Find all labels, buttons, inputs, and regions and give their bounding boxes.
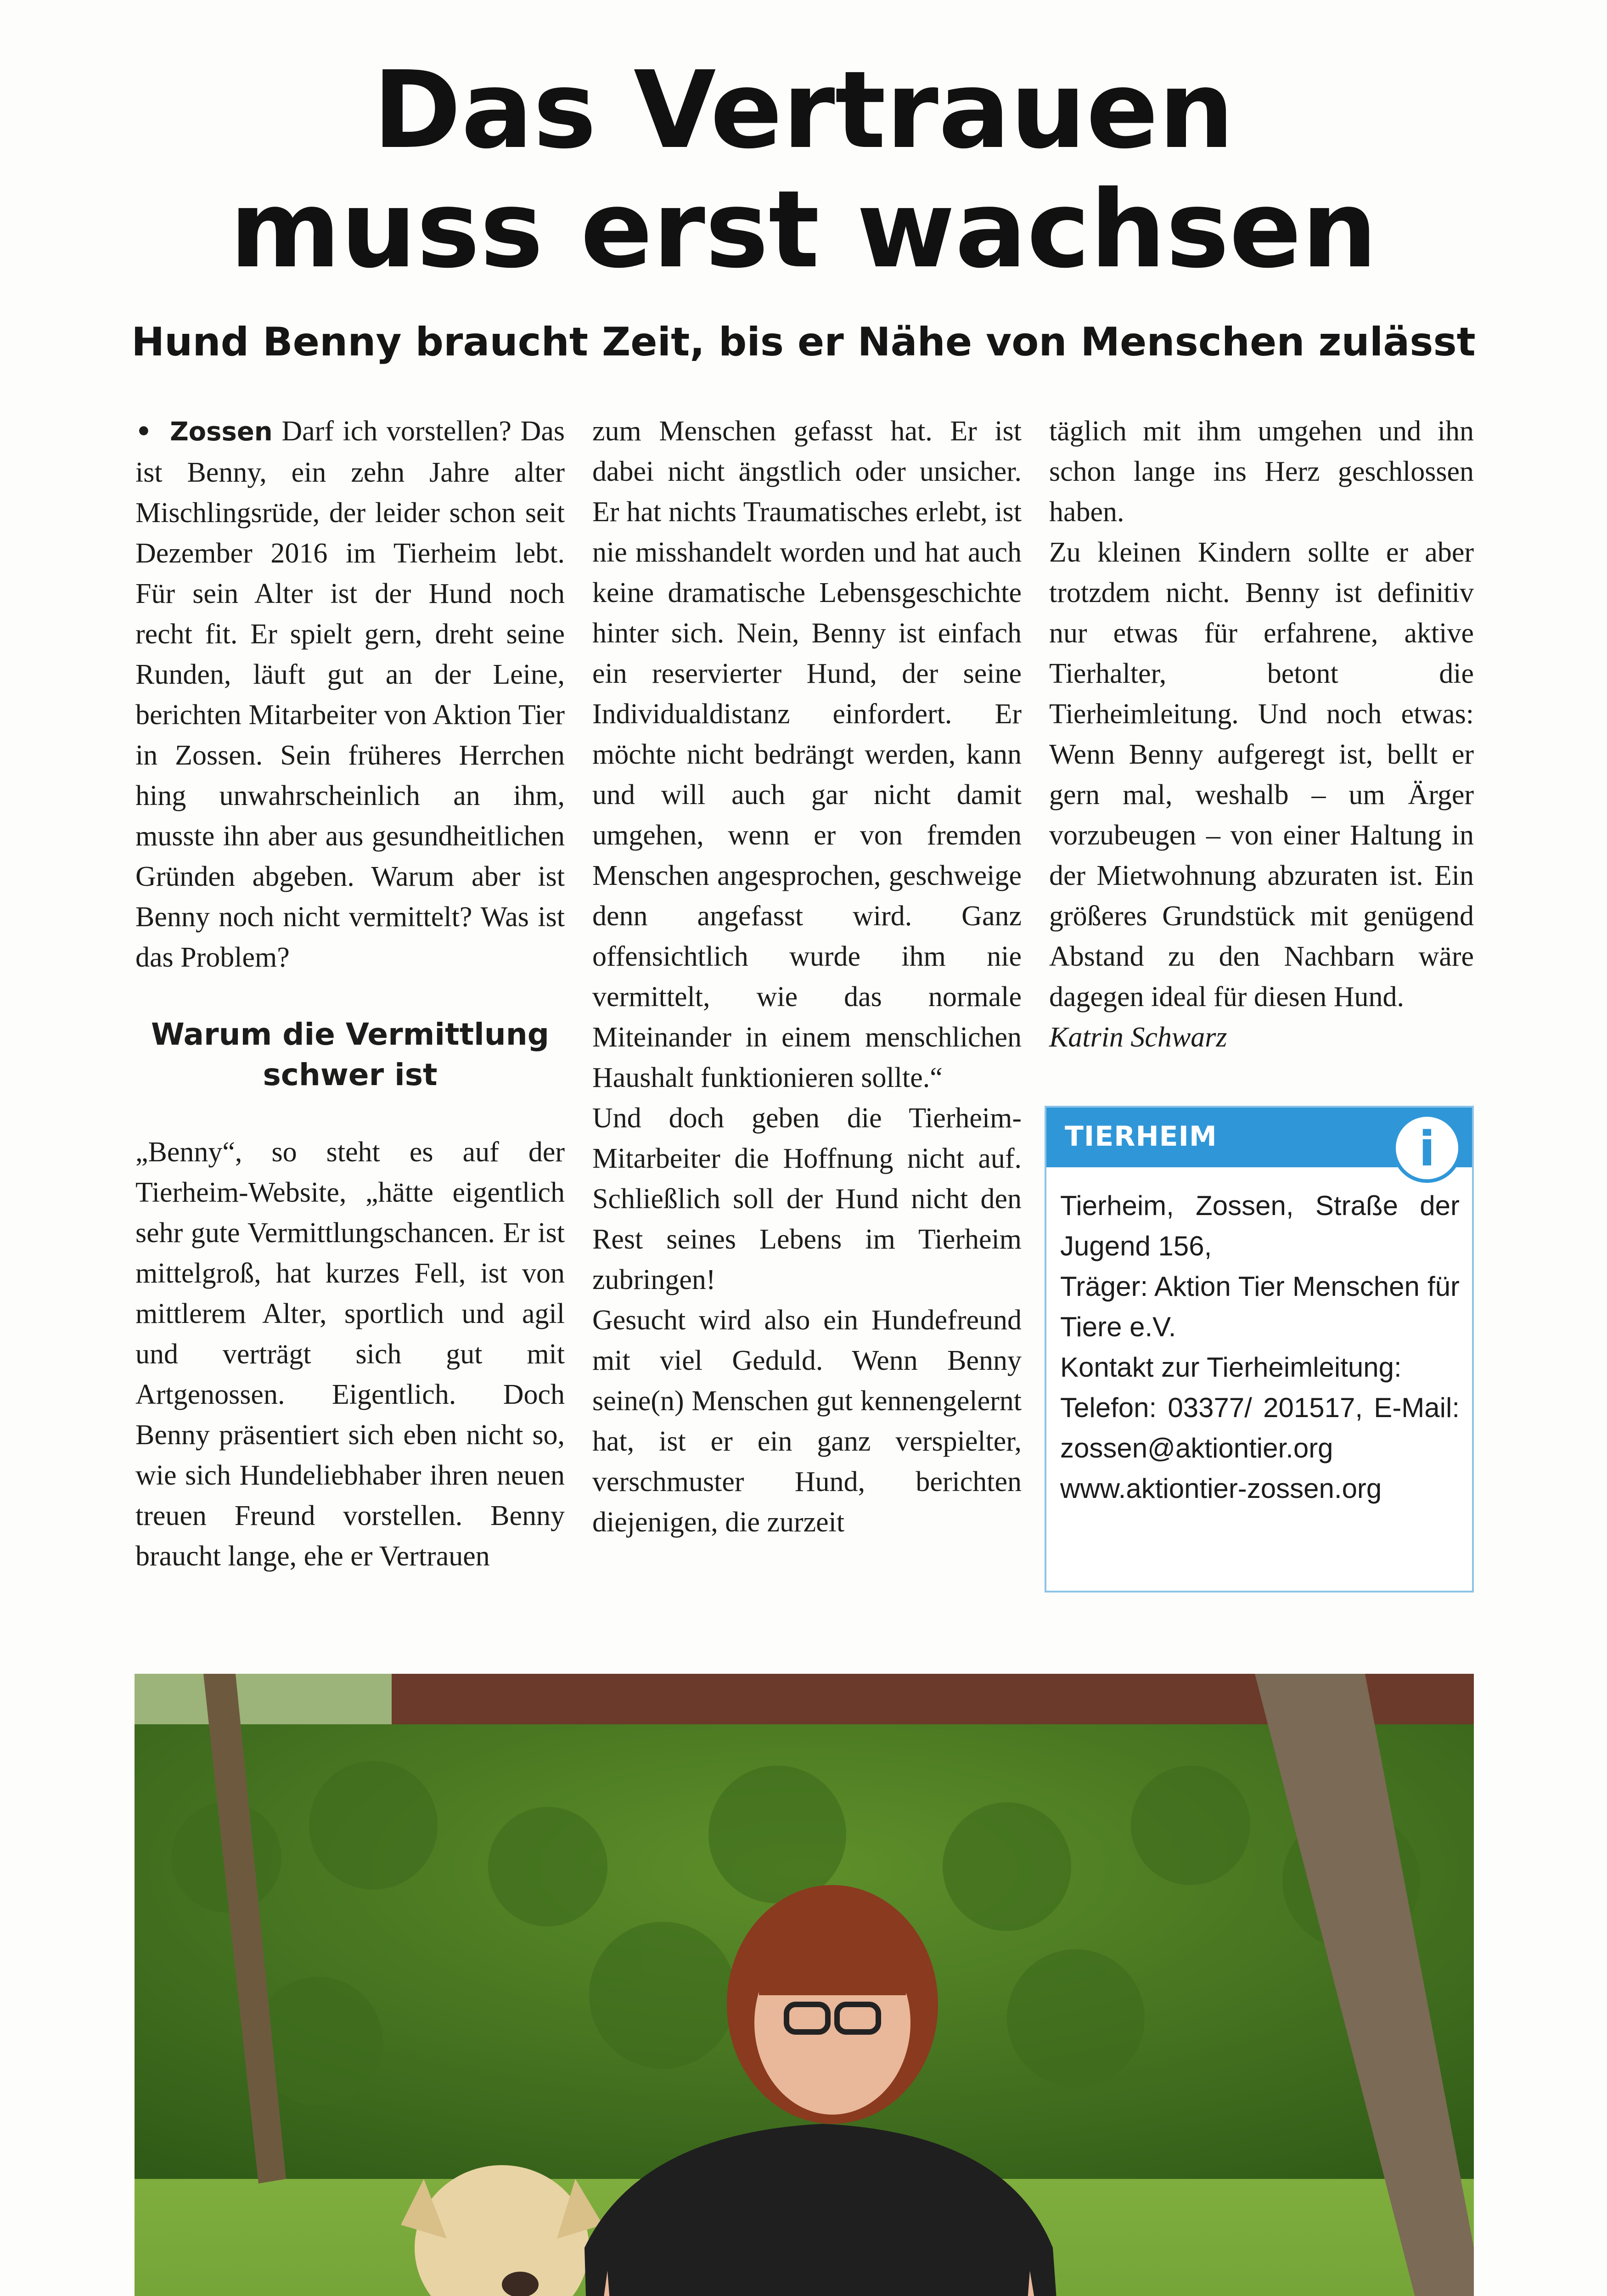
article-paragraph-4-part-2: täglich mit ihm umgehen und ihn schon lange ins Herz geschlossen haben. xyxy=(1049,416,1474,528)
tierheim-info-box xyxy=(1045,1106,1474,1593)
headline xyxy=(0,48,1607,292)
dateline-bullet: • xyxy=(135,417,152,447)
article-paragraph-1 xyxy=(135,411,565,978)
info-icon xyxy=(1390,1111,1464,1185)
article-paragraph-3: Und doch geben die Tierheim-Mitarbeiter die Hoffnung nicht auf. Schließlich soll der Hund nicht den Rest seines Lebens im Tierheim zubringen! xyxy=(592,1103,1022,1295)
article-paragraph-2-part-1: „Benny“, so steht es auf der Tierheim-Website, „hätte eigentlich sehr gute Vermittlungschancen. Er ist mittelgroß, hat kurzes Fell, ist von mittlerem Alter, sportlich und agil und verträgt sich gut mit Artgenossen. Eigentlich. Doch Benny präsentiert sich eben nicht so, wie sich Hundeliebhaber ihren neuen treuen Freund vorstellen. Benny braucht lange, ehe er Vertrauen xyxy=(135,1137,565,1572)
article-author: Katrin Schwarz xyxy=(1049,1022,1227,1053)
article-photo xyxy=(135,1674,1474,2296)
info-box-operator: Träger: Aktion Tier Menschen für Tiere e.V. xyxy=(1060,1271,1460,1342)
info-box-website: www.aktiontier-zossen.org xyxy=(1060,1473,1382,1504)
info-box-address: Tierheim, Zossen, Straße der Jugend 156, xyxy=(1060,1190,1460,1261)
info-box-title: TIERHEIM xyxy=(1065,1120,1217,1153)
subheadline: Hund Benny braucht Zeit, bis er Nähe von Menschen zulässt xyxy=(131,319,1476,365)
article-paragraph-5: Zu kleinen Kindern sollte er aber trotzdem nicht. Benny ist definitiv nur etwas für erfahrene, aktive Tierhalter, betont die Tierheimleitung. Und noch etwas: Wenn Benny aufgeregt ist, bellt er gern mal, weshalb – um Ärger vorzubeugen – von einer Haltung in der Mietwohnung abzuraten ist. Ein größeres Grundstück mit genügend Abstand zu den Nachbarn wäre dagegen ideal für diesen Hund. xyxy=(1049,537,1474,1013)
info-box-body xyxy=(1060,1186,1460,1509)
article-column-3 xyxy=(1049,411,1474,1058)
article-column-1 xyxy=(135,411,565,1576)
info-box-contact-label: Kontakt zur Tierheimleitung: xyxy=(1060,1352,1402,1383)
info-icon-glyph: i xyxy=(1419,1121,1435,1177)
article-paragraph-4-part-1: Gesucht wird also ein Hundefreund mit viel Geduld. Wenn Benny seine(n) Menschen gut kennengelernt hat, ist er ein ganz verspielter, verschmuster Hund, berichten diejenigen, die zurzeit xyxy=(592,1305,1022,1538)
article-paragraph-1-text: Darf ich vorstellen? Das ist Benny, ein zehn Jahre alter Mischlingsrüde, der leider schon seit Dezember 2016 im Tierheim lebt. Für sein Alter ist der Hund noch recht fit. Er spielt gern, dreht seine Runden, läuft gut an der Leine, berichten Mitarbeiter von Aktion Tier in Zossen. Sein früheres Herrchen hing unwahrscheinlich an ihm, musste ihn aber aus gesundheitlichen Gründen abgeben. Warum aber ist Benny noch nicht vermittelt? Was ist das Problem? xyxy=(135,416,565,973)
photo-illustration xyxy=(135,1674,1474,2296)
headline-line-2: muss erst wachsen xyxy=(230,168,1377,292)
article-paragraph-2-part-2: zum Menschen gefasst hat. Er ist dabei nicht ängstlich oder unsicher. Er hat nichts Traumatisches erlebt, ist nie misshandelt worden und hat auch keine dramatische Lebensgeschichte hinter sich. Nein, Benny ist einfach ein reservierter Hund, der seine Individualdistanz einfordert. Er möchte nicht bedrängt werden, kann und will auch gar nicht damit umgehen, wenn er von fremden Menschen angesprochen, geschweige denn angefasst wird. Ganz offensichtlich wurde ihm nie vermittelt, wie das normale Miteinander in einem menschlichen Haushalt funktionieren sollte.“ xyxy=(592,416,1022,1093)
headline-line-1: Das Vertrauen xyxy=(372,48,1235,172)
article-column-2 xyxy=(592,411,1022,1542)
article-subheading: Warum die Vermittlung schwer ist xyxy=(151,1017,549,1092)
info-box-phone-email: Telefon: 03377/ 201517, E-Mail: zossen@aktiontier.org xyxy=(1060,1392,1460,1463)
dateline: Zossen xyxy=(170,417,273,447)
